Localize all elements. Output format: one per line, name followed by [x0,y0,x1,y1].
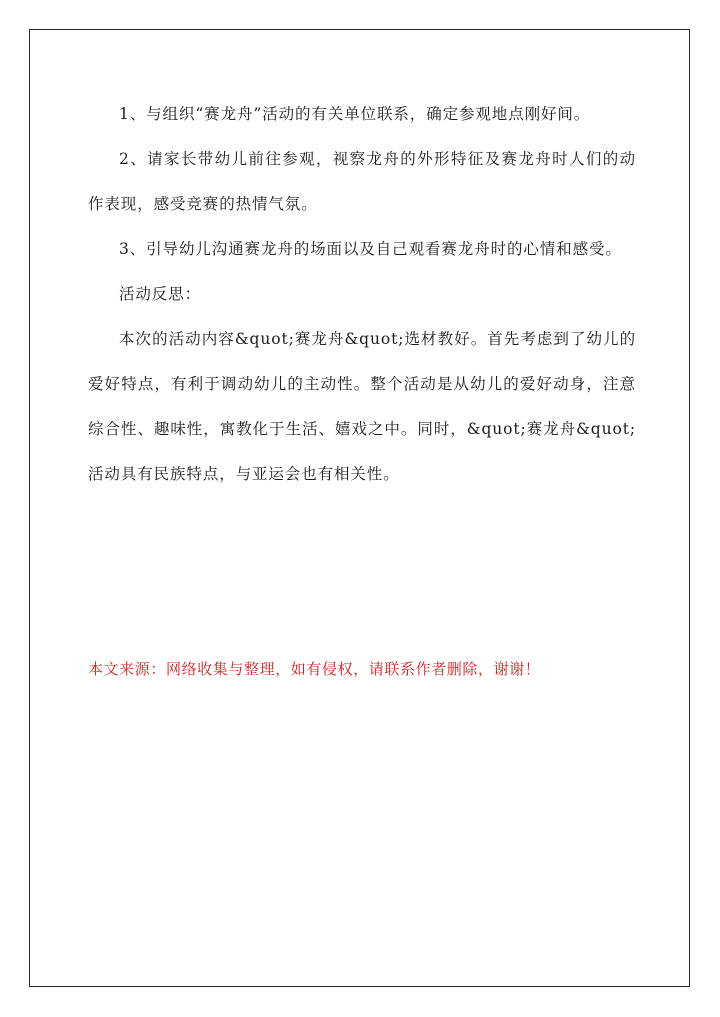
paragraph-step-3: 3、引导幼儿沟通赛龙舟的场面以及自己观看赛龙舟时的心情和感受。 [119,240,622,258]
paragraph-reflection: 本次的活动内容&quot;赛龙舟&quot;选材教好。首先考虑到了幼儿的爱好特点，有利于调动幼儿的主动性。整个活动是从幼儿的爱好动身，注意综合性、趣味性，寓教化于生活、嬉戏之中。同时，&quot;赛龙舟&quot;活动具有民族特点，与亚运会也有相关性。 [88,330,636,483]
paragraph-step-1: 1、与组织“赛龙舟”活动的有关单位联系，确定参观地点刚好间。 [119,105,591,123]
section-heading-reflection: 活动反思： [119,285,202,303]
source-note: 本文来源：网络收集与整理，如有侵权，请联系作者删除，谢谢！ [88,660,541,678]
document-body [88,92,636,497]
paragraph-step-2: 2、请家长带幼儿前往参观，视察龙舟的外形特征及赛龙舟时人们的动作表现，感受竞赛的热情气氛。 [88,150,636,213]
